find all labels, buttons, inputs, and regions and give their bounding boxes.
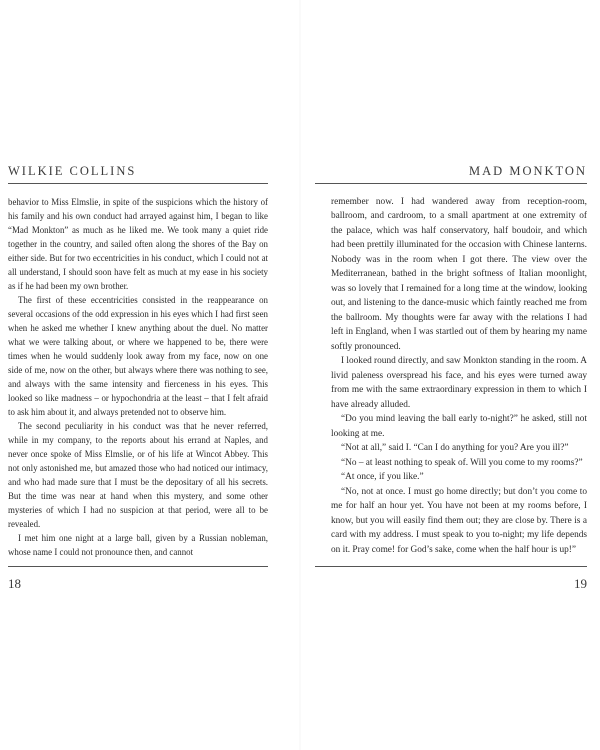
paragraph: “No, not at once. I must go home directly; but don’t you come to me for half an hour yet. You have not been at my rooms before, I know, but you will easily find them out; they are close by. There is a card with my address. I must speak to you to-night; my life depends on it. Pray come! for God’s sake, come when the half hour is up!” — [331, 486, 587, 555]
page-number: 19 — [574, 576, 587, 591]
paragraph: “No – at least nothing to speak of. Will you come to my rooms?” — [341, 457, 583, 468]
paragraph: behavior to Miss Elmslie, in spite of the suspicions which the history of his family and his own conduct had arrayed against him, I began to like “Mad Monkton” as much as he liked me. We took many a quiet ride together in the country, and sailed often along the shores of the Bay on either side. But for two eccentricities in his conduct, which I could not at all understand, I should soon have felt as much at my ease in his society as if he had been my own brother. — [8, 197, 268, 292]
paragraph: “Do you mind leaving the ball early to-night?” he asked, still not looking at me. — [331, 414, 587, 439]
body-text-left — [8, 195, 268, 559]
running-head-author: WILKIE COLLINS — [8, 164, 137, 178]
footer-rule — [315, 566, 587, 567]
paragraph: The second peculiarity in his conduct was that he never referred, while in my company, to the reports about his errand at Naples, and never once spoke of Miss Elmslie, or of his life at Wincot Abbey. This not only astonished me, but amazed those who had noticed our intimacy, and who had made sure that I must be the depositary of all his secrets. But the time was near at hand when this mystery, and some other mysteries of which I had no suspicion at that period, were all to be revealed. — [8, 421, 268, 530]
paragraph: remember now. I had wandered away from reception-room, ballroom, and cardroom, to a small apartment at one extremity of the palace, which was half conservatory, half boudoir, and which had been prettily illuminated for the occasion with Chinese lanterns. Nobody was in the room when I got there. The view over the Mediterranean, bathed in the bright softness of Italian moonlight, was so lovely that I remained for a long time at the window, looking out, and listening to the dance-music which faintly reached me from the ballroom. My thoughts were far away with the relations I had left in England, when I was startled out of them by hearing my name softly pronounced. — [331, 197, 587, 352]
page-number: 18 — [8, 576, 21, 591]
footer-rule — [8, 566, 268, 567]
paragraph: The first of these eccentricities consisted in the reappearance on several occasions of the odd expression in his eyes which I had first seen when he asked me whether I knew anything about the duel. No matter what we were talking about, or where we happened to be, there were times when he would suddenly look away from my face, now on one side of me, now on the other, but always where there was nothing to see, and always with the same intensity and fierceness in his eyes. This looked so like madness – or hypochondria at the least – that I felt afraid to ask him about it, and always pretended not to observe him. — [8, 295, 268, 418]
body-text-right — [331, 195, 587, 557]
running-head-title: MAD MONKTON — [469, 164, 587, 178]
paragraph: I looked round directly, and saw Monkton standing in the room. A livid paleness overspread his face, and his eyes were turned away from me with the same extraordinary expression in them to which I have already alluded. — [331, 356, 587, 410]
paragraph: I met him one night at a large ball, given by a Russian nobleman, whose name I could not pronounce then, and cannot — [8, 533, 268, 558]
right-page — [300, 0, 600, 750]
header-rule — [315, 183, 587, 184]
paragraph: “At once, if you like.” — [341, 472, 424, 483]
paragraph: “Not at all,” said I. “Can I do anything for you? Are you ill?” — [341, 443, 569, 454]
header-rule — [8, 183, 268, 184]
